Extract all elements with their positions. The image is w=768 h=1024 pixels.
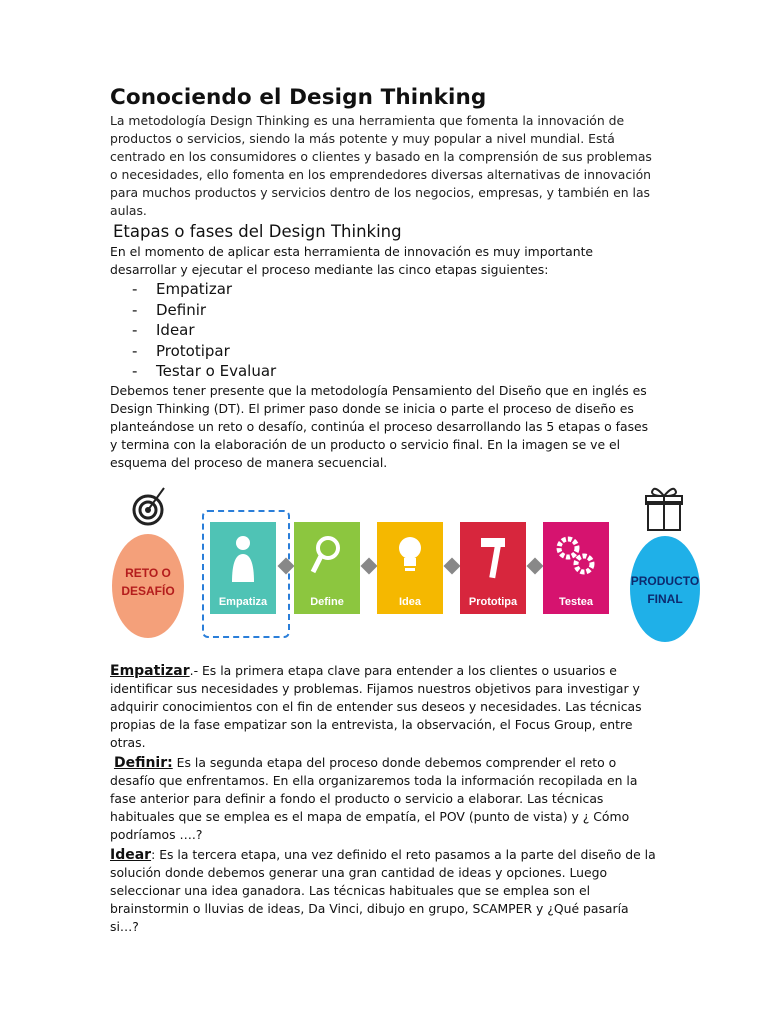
term-idear: Idear xyxy=(110,847,152,863)
list-item: - Empatizar xyxy=(132,280,233,298)
intro-paragraph: La metodología Design Thinking es una herramienta que fomenta la innovación de productos o servicios, siendo la más potente y muy popular a nivel mundial. Está centrado en los consumidores o clientes y basado en la comprensión de sus problemas o necesidades, ello fomenta en los emprendedores diversas alternativas de innovación para muchos productos y servicios dentro de los negocios, empresas, y también en las aulas. xyxy=(110,113,652,218)
connector-icon xyxy=(444,558,461,575)
document-body xyxy=(110,84,658,472)
section-intro: En el momento de aplicar esta herramienta de innovación es muy importante desarrollar y ejecutar el proceso mediante las cinco etapas siguientes: xyxy=(110,244,594,277)
stage-card-empatiza: Empatiza xyxy=(210,522,276,614)
connector-icon xyxy=(527,558,544,575)
page-title: Conociendo el Design Thinking xyxy=(110,85,487,110)
person-icon xyxy=(230,534,256,584)
paragraph-2: Debemos tener presente que la metodología Pensamiento del Diseño que en inglés es Design Thinking (DT). El primer paso donde se inicia o parte el proceso de diseño es planteándose un reto o desafío, continúa el proceso desarrollando las 5 etapas o fases y termina con la elaboración de un producto o servicio final. En la imagen se ve el esquema del proceso de manera secuencial. xyxy=(110,382,649,470)
stage-card-prototipa: Prototipa xyxy=(460,522,526,614)
definition-definir: Definir: Es la segunda etapa del proceso donde debemos comprender el reto o desafío que enfrentamos. En ella organizaremos toda la información recopilada en la fase anterior para definir a fondo el producto o servicio a elaborar. Las técnicas habituales que se emplea es el mapa de empatía, el POV (punto de vista) y ¿ Cómo podríamos ….? xyxy=(110,755,638,842)
final-product-label: PRODUCTO FINAL xyxy=(630,574,700,606)
list-item: - Definir xyxy=(132,300,207,319)
connector-icon xyxy=(361,558,378,575)
section-title: Etapas o fases del Design Thinking xyxy=(113,222,402,241)
magnifier-icon xyxy=(310,534,344,580)
lightbulb-icon xyxy=(396,534,424,578)
list-item: - Testar o Evaluar xyxy=(132,362,277,381)
list-item: - Idear xyxy=(132,321,195,340)
term-definir: Definir: xyxy=(113,755,173,771)
target-icon xyxy=(132,482,168,528)
definition-empatizar: Empatizar.- Es la primera etapa clave para entender a los clientes o usuarios e identificar sus necesidades y problemas. Fijamos nuestros objetivos para investigar y adquirir conocimientos con el fin de entender sus deseos y necesidades. Las técnicas propias de la fase empatizar son la entrevista, la observación, el Focus Group, entre otras. xyxy=(110,663,642,750)
stage-card-define: Define xyxy=(294,522,360,614)
definition-idear: Idear: Es la tercera etapa, una vez definido el reto pasamos a la parte del diseño de la solución donde debemos generar una gran cantidad de ideas y opciones. Luego seleccionar una idea ganadora. Las técnicas habituales que se emplea son el brainstormin o lluvias de ideas, Da Vinci, dibujo en grupo, SCAMPER y ¿Qué pasaría si…? xyxy=(110,847,656,934)
list-item: - Prototipar xyxy=(132,341,230,360)
stage-card-idea: Idea xyxy=(377,522,443,614)
process-diagram xyxy=(110,478,710,648)
stage-card-testea: Testea xyxy=(543,522,609,614)
gears-icon xyxy=(555,534,597,578)
term-empatizar: Empatizar xyxy=(110,663,190,679)
challenge-label: RETO O DESAFÍO xyxy=(121,566,175,598)
gift-icon xyxy=(644,482,684,532)
stages-list xyxy=(110,279,658,382)
hammer-icon xyxy=(478,534,510,582)
